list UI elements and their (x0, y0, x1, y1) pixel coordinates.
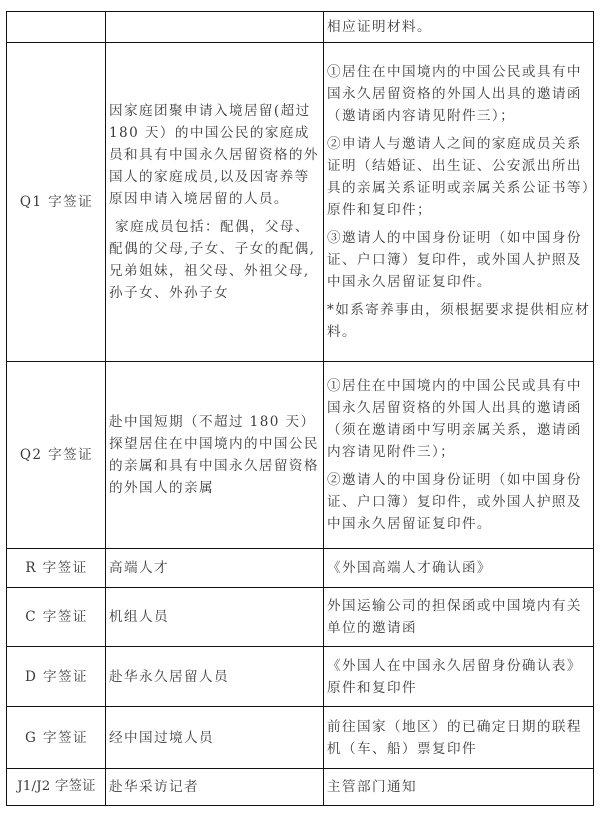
applicant-note: 家庭成员包括：配偶，父母、配偶的父母,子女、子女的配偶,兄弟姐妹，祖父母、外祖父母,孙子女、外孙子女 (109, 219, 316, 301)
applicant-text: 因家庭团聚申请入境居留(超过180 天）的中国公民的家庭成员和具有中国永久居留资格的外国人的家庭成员,以及因寄养等原因申请入境居留的人员。 (109, 103, 319, 207)
applicant-cell (106, 362, 324, 549)
visa-type-cell: R 字签证 (7, 549, 106, 588)
applicant-cell (106, 43, 324, 362)
table-row (7, 769, 594, 806)
requirements-cell (324, 769, 594, 806)
requirement-item: ①居住在中国境内的中国公民或具有中国永久居留资格的外国人出具的邀请函（邀请函内容请见附件三）； (327, 64, 582, 124)
table-row (7, 43, 594, 362)
table-row (7, 362, 594, 549)
table-row (7, 707, 594, 769)
requirements-cell (324, 12, 594, 43)
visa-type-cell: J1/J2 字签证 (7, 769, 106, 806)
requirements-cell (324, 647, 594, 707)
requirement-item: 《外国高端人才确认函》 (327, 560, 492, 576)
applicant-text: 赴华采访记者 (109, 779, 199, 795)
requirement-item: ②申请人与邀请人之间的家庭成员关系证明（结婚证、出生证、公安派出所出具的亲属关系证明或亲属关系公证书等）原件和复印件； (327, 136, 591, 218)
applicant-cell (106, 12, 324, 43)
requirements-cell (324, 588, 594, 647)
requirement-item: ②邀请人的中国身份证明（如中国身份证、户口簿）复印件，或外国人护照及中国永久居留证复印件。 (327, 472, 582, 532)
visa-requirements-table (6, 11, 594, 806)
visa-type-cell: C 字签证 (7, 588, 106, 647)
requirement-item: ③邀请人的中国身份证明（如中国身份证、户口簿）复印件，或外国人护照及中国永久居留证复印件。 (327, 230, 582, 290)
visa-type-cell: D 字签证 (7, 647, 106, 707)
applicant-cell (106, 588, 324, 647)
visa-type-cell (7, 12, 106, 43)
requirement-item: 主管部门通知 (327, 779, 417, 795)
table-row (7, 588, 594, 647)
requirement-item: ①居住在中国境内的中国公民或具有中国永久居留资格的外国人出具的邀请函（须在邀请函中写明亲属关系，邀请函内容请见附件三）； (327, 378, 582, 460)
requirements-cell (324, 707, 594, 769)
table-row (7, 647, 594, 707)
applicant-text: 赴中国短期（不超过 180 天）探望居住在中国境内的中国公民的亲属和具有中国永久居留资格的外国人的亲属 (109, 414, 319, 496)
visa-type-cell: G 字签证 (7, 707, 106, 769)
applicant-text: 高端人才 (109, 560, 169, 576)
table-row (7, 12, 594, 43)
visa-type-cell: Q1 字签证 (7, 43, 106, 362)
applicant-cell (106, 769, 324, 806)
table-row (7, 549, 594, 588)
visa-type-cell: Q2 字签证 (7, 362, 106, 549)
requirement-item: 外国运输公司的担保函或中国境内有关单位的邀请函 (327, 598, 582, 636)
requirement-note: *如系寄养事由，须根据要求提供相应材料。 (327, 302, 591, 340)
requirements-cell (324, 362, 594, 549)
applicant-cell (106, 647, 324, 707)
applicant-text: 赴华永久居留人员 (109, 668, 229, 685)
applicant-cell (106, 549, 324, 588)
requirements-cell (324, 43, 594, 362)
applicant-cell (106, 707, 324, 769)
requirement-item: 《外国人在中国永久居留身份确认表》原件和复印件 (327, 657, 582, 696)
requirement-item: 前往国家（地区）的已确定日期的联程机（车、船）票复印件 (327, 718, 582, 757)
applicant-text: 机组人员 (109, 609, 169, 625)
applicant-text: 经中国过境人员 (109, 729, 214, 746)
requirement-text: 相应证明材料。 (327, 19, 432, 35)
requirements-cell (324, 549, 594, 588)
